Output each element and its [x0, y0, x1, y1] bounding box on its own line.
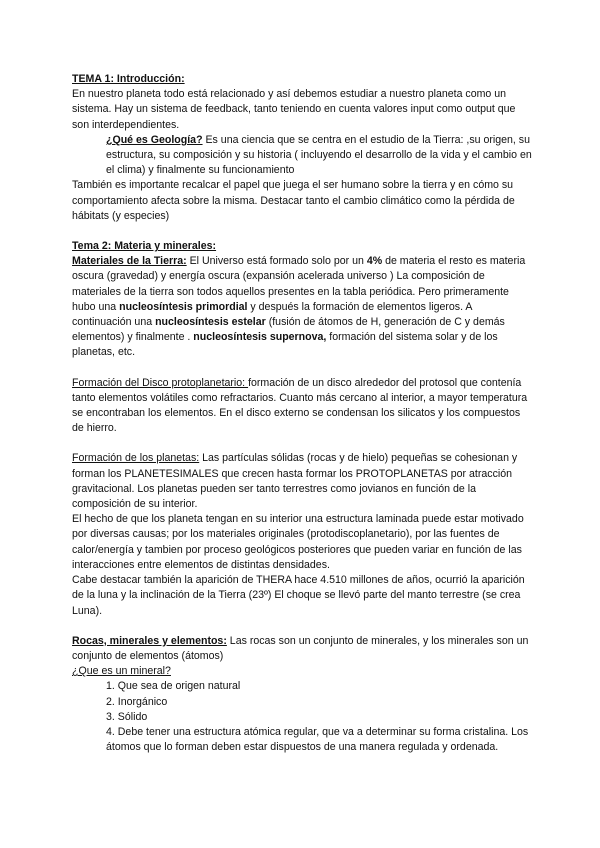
list-item: 1. Que sea de origen natural	[106, 680, 241, 693]
term-nucleosintesis-estelar: nucleosíntesis estelar	[155, 316, 266, 329]
list-item: 4. Debe tener una estructura atómica regular, que va a determinar su forma cristalina. Los átomos que lo forman deben estar dispuestos de una manera regulada y ordenada.	[106, 725, 529, 754]
paragraph-ser-humano: También es importante recalcar el papel que juega el ser humano sobre la tierra y en cómo su comportamiento afecta sobre la misma. Destacar tanto el cambio climático como la pérdida de hábitats (y especies)	[72, 179, 515, 222]
materiales-text-i: formación del sistema solar y de los planetas, etc.	[72, 331, 498, 359]
term-nucleosintesis-supernova: nucleosíntesis supernova,	[193, 331, 327, 344]
planetas-label: Formación de los planetas:	[72, 452, 200, 465]
term-nucleosintesis-primordial: nucleosíntesis primordial	[119, 300, 248, 313]
paragraph-disco	[72, 376, 532, 437]
rocas-text: Las rocas son un conjunto de minerales, y los minerales son un conjunto de elementos (átomos)	[72, 634, 529, 662]
paragraph-thera: Cabe destacar también la aparición de THERA hace 4.510 millones de años, ocurrió la aparición de la luna y la inclinación de la Tierra (23º) El choque se llevó parte del manto terrestre (se crea Luna).	[72, 574, 525, 617]
list-item: 2. Inorgánico	[106, 695, 168, 708]
materiales-text-e: y después la formación de elementos ligeros. A continuación una	[72, 300, 472, 329]
geologia-definition: Es una ciencia que se centra en el estudio de la Tierra: ,su origen, su estructura, su composición y su historia ( incluyendo el desarrollo de la vida y el cambio en el clima) y finalmente su funcionamiento	[106, 133, 532, 177]
materiales-text-c: de materia el resto es materia oscura (gravedad) y energía oscura (expansión acelerada universo ) La composición de materiales de la tierra son todos aquellos presentes en la tabla periódica. Pero primeramente hubo una	[72, 255, 526, 313]
mineral-question: ¿Que es un mineral?	[72, 665, 171, 678]
materiales-text-g: (fusión de átomos de H, generación de C y demás elementos) y finalmente .	[72, 316, 505, 344]
paragraph-materiales	[72, 254, 532, 360]
section-title-tema-2: Tema 2: Materia y minerales:	[72, 240, 217, 253]
materiales-label: Materiales de la Tierra:	[72, 255, 187, 268]
paragraph-estructura-laminada: El hecho de que los planeta tengan en su interior una estructura laminada puede estar motivado por diversas causas; por los materiales originales (protodiscoplanetario), por las fuentes de calor/energía y tambien por proceso geológicos posteriores que pueden variar en función de las interacciones entre elementos de distintas densidades.	[72, 513, 524, 571]
paragraph-rocas	[72, 634, 532, 664]
list-item: 3. Sólido	[106, 710, 148, 723]
planetas-text: Las partículas sólidas (rocas y de hielo) pequeñas se cohesionan y forman los PLANETESIMALES que crecen hasta formar los PROTOPLANETAS por atracción gravitacional. Los planetas pueden ser tanto terrestres como jovianos en función de la composición de su interior.	[72, 452, 518, 511]
paragraph-planetas	[72, 451, 532, 512]
paragraph-sistema: En nuestro planeta todo está relacionado y así debemos estudiar a nuestro planeta como un sistema. Hay un sistema de feedback, tanto teniendo en cuenta valores input como output que son interdependientes.	[72, 88, 516, 131]
disco-text: formación de un disco alrededor del protosol que contenía tanto elementos volátiles como refractarios. Cuanto más cercano al interior, a mayor temperatura se encontraban los elementos. En el disco externo se condensan los silicatos y los compuestos de hierro.	[72, 376, 528, 435]
disco-label: Formación del Disco protoplanetario:	[72, 376, 249, 389]
materiales-percent: 4%	[366, 255, 383, 268]
section-title-tema-1: TEMA 1: Introducción:	[72, 73, 185, 85]
paragraph-geologia	[72, 133, 532, 179]
rocas-label: Rocas, minerales y elementos:	[72, 634, 227, 647]
mineral-criteria-list	[72, 679, 532, 755]
geologia-question: ¿Qué es Geología?	[106, 133, 203, 146]
materiales-text-a: El Universo está formado solo por un	[186, 255, 367, 268]
document-page	[72, 72, 532, 755]
